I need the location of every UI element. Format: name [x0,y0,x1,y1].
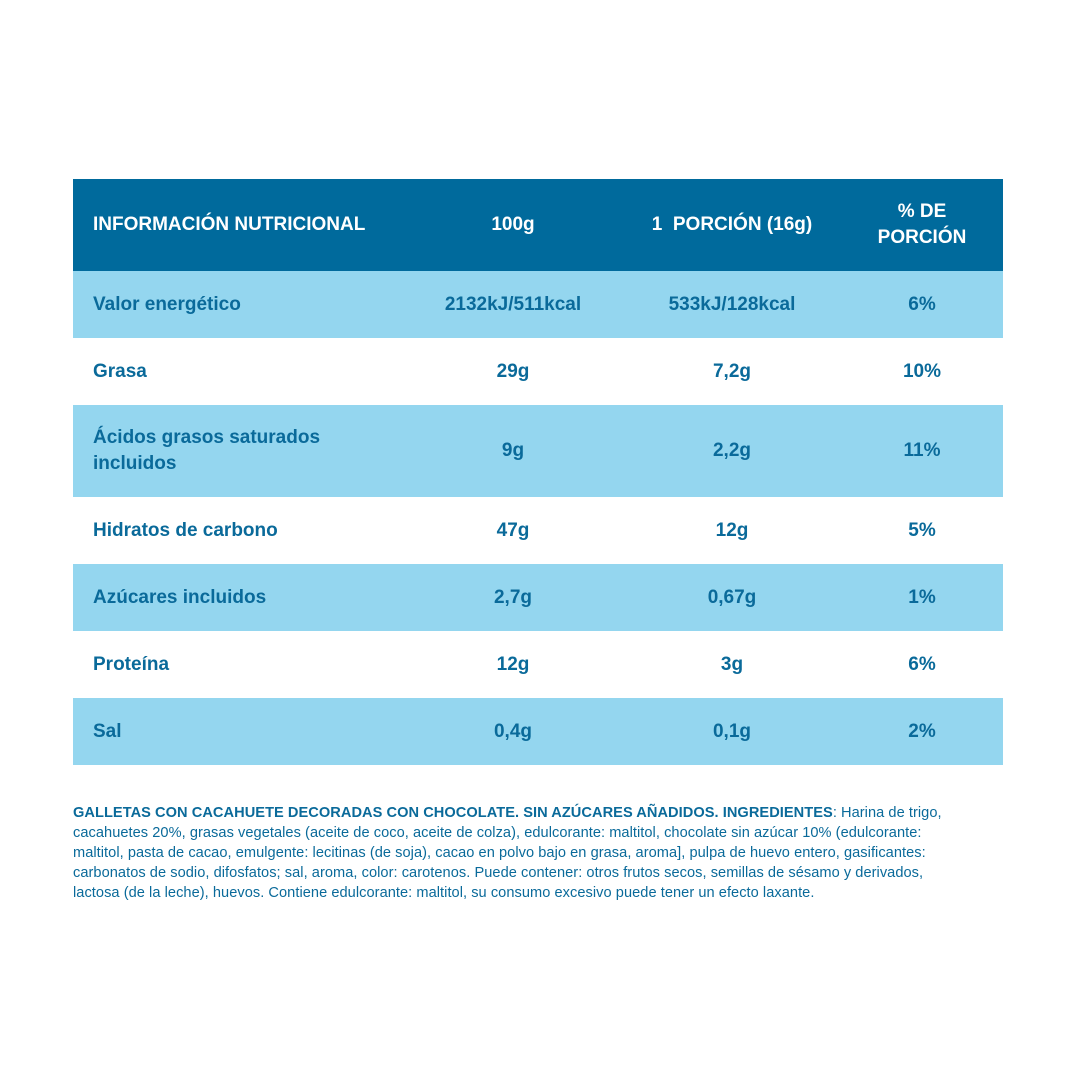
value-percent: 1% [908,586,936,608]
value-per-100g: 9g [501,440,525,461]
value-percent: 10% [902,360,942,382]
ingredients-line-1-text: : Harina de trigo, [832,805,942,821]
header-percent-portion [841,199,1003,251]
table-row [73,405,1003,497]
value-per-portion: 12g [715,519,749,541]
table-header [73,179,1003,271]
value-per-portion: 3g [720,653,744,675]
value-per-100g: 29g [496,360,530,382]
value-per-100g: 0,4g [493,720,533,742]
header-100g: 100g [491,214,535,235]
table-row [73,271,1003,338]
value-per-portion: 0,67g [707,586,757,608]
nutrient-name: Proteína [93,653,170,675]
value-percent: 5% [908,519,936,541]
table-row [73,564,1003,631]
value-per-100g: 2,7g [493,586,533,608]
ingredients-title: GALLETAS CON CACAHUETE DECORADAS CON CHOCOLATE. SIN AZÚCARES AÑADIDOS. INGREDIENTES [73,805,833,821]
value-percent: 6% [908,293,936,315]
nutrient-name [73,425,403,477]
value-percent: 2% [908,720,936,742]
nutrient-name: Valor energético [93,293,241,315]
header-percent-line1: % DE [897,201,947,222]
value-per-portion: 0,1g [712,720,752,742]
value-per-portion: 2,2g [712,440,752,461]
value-per-portion: 7,2g [712,360,752,382]
nutrient-name: Sal [93,720,122,742]
ingredients-line-4: carbonatos de sodio, difosfatos; sal, aroma, color: carotenos. Puede contener: otros frutos secos, semillas de sésamo y derivados, [73,865,924,881]
value-per-portion: 533kJ/128kcal [668,293,796,315]
nutrient-name: Grasa [93,360,147,382]
header-percent-line2: PORCIÓN [877,227,967,248]
nutrient-name-line1: Ácidos grasos saturados [93,427,321,448]
table-row [73,631,1003,698]
table-row [73,497,1003,564]
value-per-100g: 2132kJ/511kcal [444,293,582,315]
nutrient-name: Azúcares incluidos [93,586,267,608]
value-per-100g: 12g [496,653,530,675]
header-portion: 1 PORCIÓN (16g) [651,214,813,235]
value-percent: 11% [903,440,941,461]
ingredients-line-2: cacahuetes 20%, grasas vegetales (aceite de coco, aceite de colza), edulcorante: maltitol, chocolate sin azúcar 10% (edulcorante: [73,825,922,841]
header-nutrition-info: INFORMACIÓN NUTRICIONAL [93,214,366,235]
nutrient-name: Hidratos de carbono [93,519,278,541]
ingredients-line-3: maltitol, pasta de cacao, emulgente: lecitinas (de soja), cacao en polvo bajo en grasa, aroma], pulpa de huevo entero, gasificantes: [73,845,926,861]
value-percent: 6% [908,653,936,675]
table-row [73,698,1003,765]
ingredients-line-5: lactosa (de la leche), huevos. Contiene edulcorante: maltitol, su consumo excesivo puede tener un efecto laxante. [73,885,815,901]
value-per-100g: 47g [496,519,530,541]
ingredients-line-1 [73,803,1013,823]
ingredients-text [73,803,1013,903]
table-row [73,338,1003,405]
nutrition-table [73,179,1003,765]
nutrient-name-line2: incluidos [93,453,177,474]
